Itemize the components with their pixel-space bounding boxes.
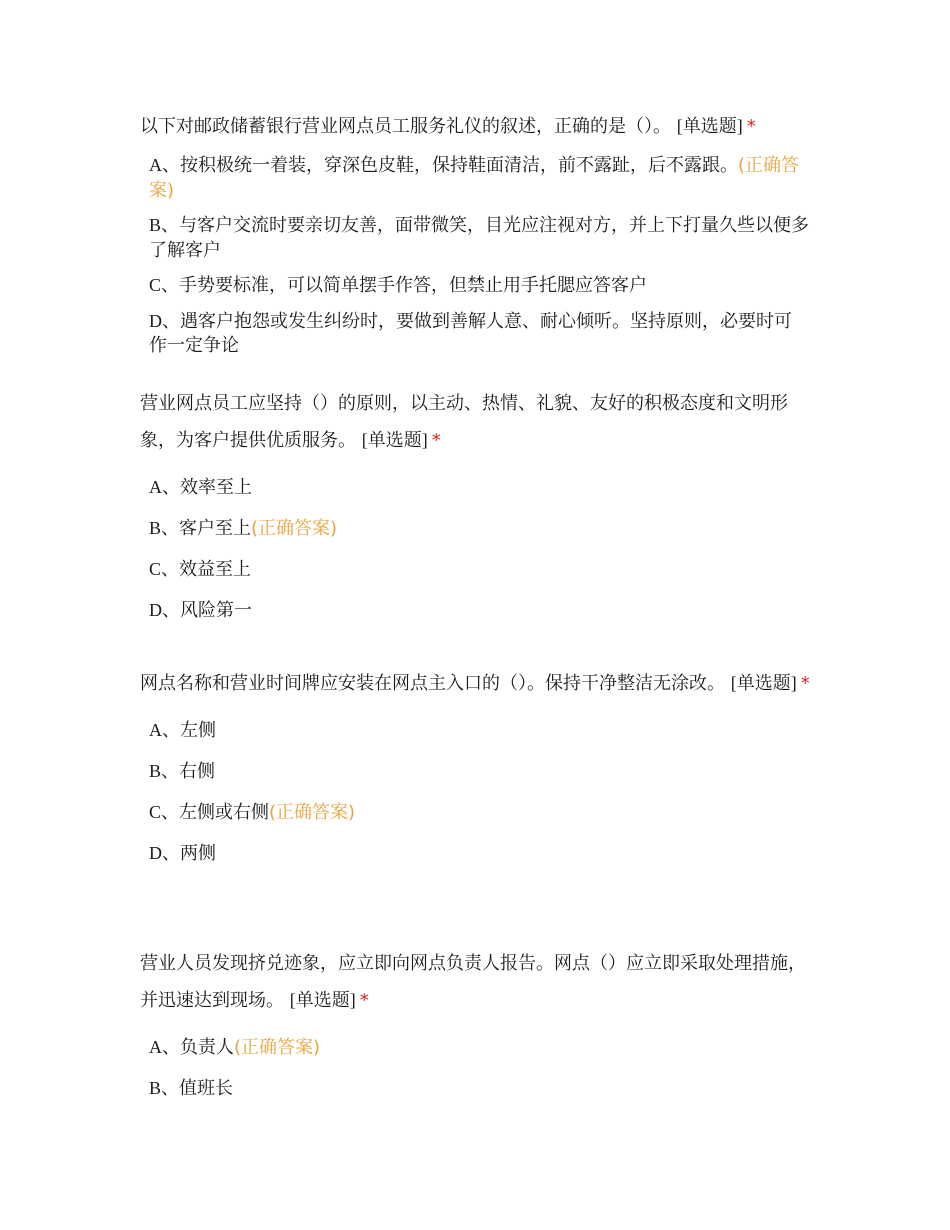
question-1 — [140, 114, 820, 369]
option-a[interactable] — [140, 1027, 820, 1068]
option-text: 风险第一 — [180, 600, 252, 621]
option-d[interactable] — [140, 833, 820, 874]
option-text: 效益至上 — [179, 559, 252, 580]
required-mark: * — [746, 116, 756, 137]
question-stem: 网点名称和营业时间牌应安装在网点主入口的（）。保持干净整洁无涂改。 — [140, 673, 725, 694]
option-text: 效率至上 — [180, 477, 252, 498]
option-text: 按积极统一着装，穿深色皮鞋，保持鞋面清洁，前不露趾，后不露跟。 — [180, 155, 738, 176]
option-letter: B、 — [149, 215, 180, 235]
option-b[interactable] — [140, 751, 820, 792]
options-list — [140, 1027, 820, 1109]
option-text: 左侧 — [180, 720, 216, 741]
question-stem: 以下对邮政储蓄银行营业网点员工服务礼仪的叙述，正确的是（）。 — [140, 116, 671, 137]
option-letter: B、 — [149, 518, 180, 538]
option-letter: A、 — [149, 477, 180, 497]
question-type: [单选题] — [361, 430, 428, 450]
option-letter: D、 — [149, 843, 180, 863]
option-text: 负责人 — [180, 1037, 234, 1058]
question-stem: 营业网点员工应坚持（）的原则，以主动、热情、礼貌、友好的积极态度和文明形象，为客户提供优质服务。 — [140, 393, 788, 451]
option-letter: D、 — [149, 310, 180, 331]
option-a[interactable] — [140, 710, 820, 751]
option-text: 右侧 — [179, 761, 216, 782]
question-type: [单选题] — [730, 673, 797, 693]
option-text: 客户至上 — [179, 518, 252, 539]
option-text: 两侧 — [180, 843, 216, 864]
option-letter: B、 — [149, 761, 180, 781]
option-text: 遇客户抱怨或发生纠纷时，要做到善解人意、耐心倾听。坚持原则，必要时可作一定争论 — [149, 310, 792, 356]
options-list — [140, 710, 820, 874]
option-d[interactable] — [140, 309, 809, 359]
correct-answer-tag: (正确答案) — [269, 802, 356, 823]
correct-answer-tag: (正确答案) — [149, 155, 800, 201]
option-b[interactable] — [140, 1068, 820, 1109]
option-letter: C、 — [149, 802, 180, 822]
correct-answer-tag: (正确答案) — [251, 518, 338, 539]
option-letter: D、 — [149, 600, 180, 620]
option-a[interactable] — [140, 153, 809, 203]
required-mark: * — [431, 430, 441, 451]
option-a[interactable] — [140, 467, 820, 508]
option-letter: C、 — [149, 559, 180, 579]
option-b[interactable] — [140, 213, 809, 263]
question-type: [单选题] — [676, 116, 743, 136]
options-list — [140, 467, 820, 631]
required-mark: * — [800, 673, 810, 694]
option-letter: A、 — [149, 155, 180, 175]
question-stem: 营业人员发现挤兑迹象，应立即向网点负责人报告。网点（）应立即采取处理措施，并迅速达到现场。 — [140, 953, 806, 1011]
option-c[interactable] — [140, 273, 809, 299]
question-type: [单选题] — [289, 990, 356, 1010]
option-c[interactable] — [140, 549, 820, 590]
option-text: 手势要标准，可以简单摆手作答，但禁止用手托腮应答客户 — [179, 275, 648, 296]
option-text: 值班长 — [179, 1078, 234, 1099]
question-3 — [140, 665, 820, 874]
required-mark: * — [359, 990, 369, 1011]
question-3-text — [140, 665, 820, 702]
option-b[interactable] — [140, 508, 820, 549]
question-4-text — [140, 945, 820, 1019]
question-2-text — [140, 385, 820, 459]
option-d[interactable] — [140, 590, 820, 631]
option-letter: A、 — [149, 1037, 180, 1057]
options-list — [140, 153, 820, 359]
option-text: 左侧或右侧 — [179, 802, 270, 823]
question-1-text — [140, 114, 820, 139]
option-letter: B、 — [149, 1078, 180, 1098]
question-4 — [140, 945, 820, 1109]
option-letter: C、 — [149, 275, 180, 295]
option-text: 与客户交流时要亲切友善，面带微笑，目光应注视对方，并上下打量久些以便多了解客户 — [149, 215, 810, 261]
correct-answer-tag: (正确答案) — [234, 1037, 321, 1058]
option-c[interactable] — [140, 792, 820, 833]
option-letter: A、 — [149, 720, 180, 740]
question-2 — [140, 385, 820, 631]
